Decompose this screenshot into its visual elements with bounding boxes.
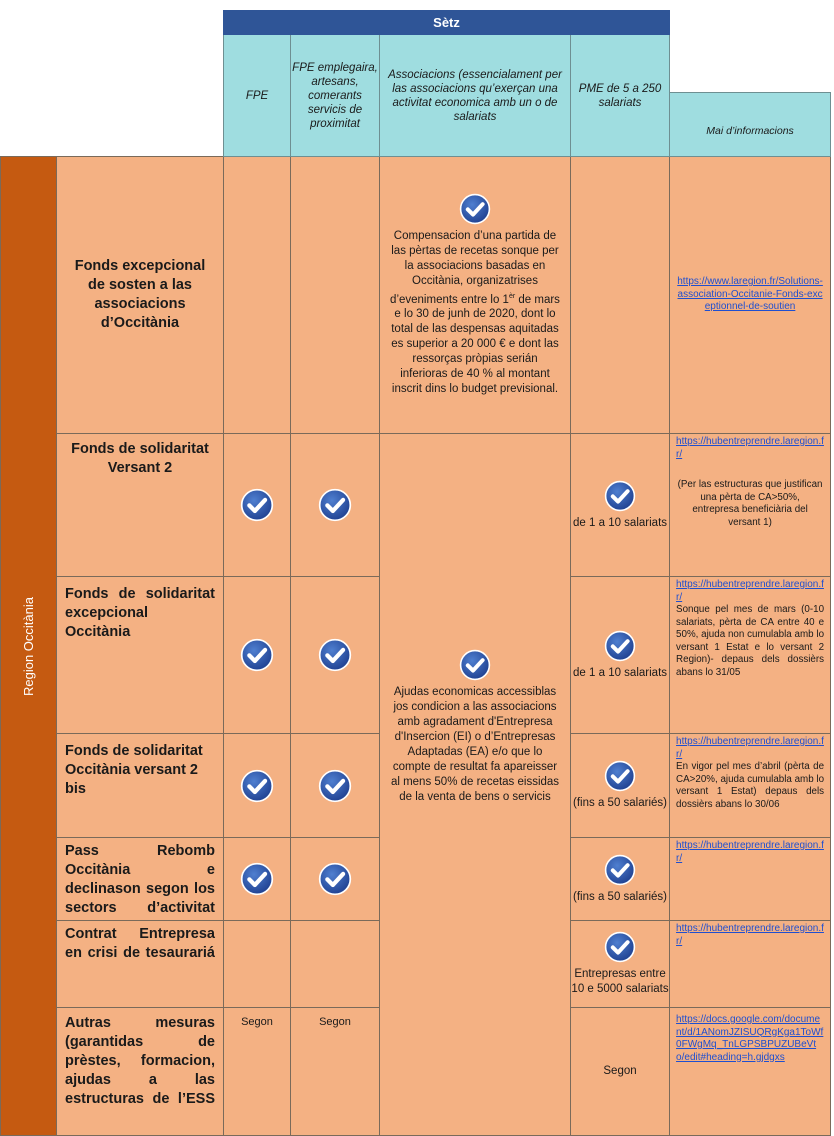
- row-name-contrat-entrepresa: Contrat Entrepresa en crisi de tesaurariá: [57, 921, 224, 1008]
- fpe-cell: [224, 577, 291, 734]
- assoc-cell-fonds-excepcional: [380, 157, 571, 434]
- pme-cell: [571, 921, 670, 1008]
- info-link[interactable]: https://hubentreprendre.laregion.fr/: [676, 736, 824, 760]
- pme-text: de 1 a 10 salariats: [573, 666, 668, 679]
- row-name-autras-mesuras: Autras mesuras (garantidas de prèstes, formacion, ajudas a las estructuras de l’ESS: [57, 1008, 224, 1136]
- check-circle-icon: [604, 760, 636, 792]
- col-header-fpe: FPE: [224, 35, 291, 157]
- info-note: Sonque pel mes de mars (0-10 salariats, pèrta de CA entre 40 e 50%, ajuda non cumulabla amb lo versant 1 Estat e lo versant 2 Region)- depaus dels dossièrs abans lo 31/05: [676, 604, 825, 678]
- pme-cell: [571, 838, 670, 921]
- fpe-cell: Segon: [224, 1008, 291, 1136]
- aid-table: [0, 10, 831, 1136]
- assoc-desc-sup: èr: [508, 292, 516, 300]
- pme-cell: [571, 577, 670, 734]
- pme-cell: [571, 734, 670, 838]
- fpe-empl-cell: [291, 577, 380, 734]
- fpe-cell: [224, 734, 291, 838]
- fpe-cell: [224, 157, 291, 434]
- info-cell: [670, 921, 831, 1008]
- check-circle-icon: [240, 638, 274, 672]
- info-link[interactable]: https://hubentreprendre.laregion.fr/: [676, 840, 824, 864]
- info-cell: [670, 838, 831, 921]
- row-name-fonds-solidaritat-exc: Fonds de solidaritat excepcional Occitània: [57, 577, 224, 734]
- check-circle-icon: [604, 630, 636, 662]
- pme-cell: [571, 434, 670, 577]
- info-link[interactable]: https://docs.google.com/document/d/1ANomJZISUQRgKga1ToWf0FWgMq_TnLGPSBPUZUBeVto/edit#heading=h.gjdgxs: [676, 1014, 824, 1063]
- info-link[interactable]: https://hubentreprendre.laregion.fr/: [676, 579, 824, 603]
- fpe-empl-cell: [291, 157, 380, 434]
- row-name-fonds-solidaritat-v2: Fonds de solidaritat Versant 2: [57, 434, 224, 577]
- fpe-empl-cell: Segon: [291, 1008, 380, 1136]
- row-name-pass-rebomb: Pass Rebomb Occitània e declinason segon los sectors d’activitat: [57, 838, 224, 921]
- row-name-fonds-solidaritat-v2bis: Fonds de solidaritat Occitània versant 2 bis: [57, 734, 224, 838]
- check-circle-icon: [604, 480, 636, 512]
- fpe-cell: [224, 838, 291, 921]
- fpe-empl-cell: [291, 921, 380, 1008]
- assoc-merged-cell: [380, 434, 571, 1136]
- pme-text: de 1 a 10 salariats: [573, 516, 668, 529]
- info-cell: [670, 734, 831, 838]
- info-link[interactable]: https://hubentreprendre.laregion.fr/: [676, 923, 824, 947]
- fpe-cell: [224, 921, 291, 1008]
- check-circle-icon: [459, 649, 491, 681]
- check-circle-icon: [318, 769, 352, 803]
- setz-header: Sètz: [224, 11, 670, 35]
- check-circle-icon: [318, 638, 352, 672]
- info-cell: [670, 434, 831, 577]
- pme-text: Entrepresas entre 10 e 5000 salariats: [571, 968, 669, 995]
- info-note: (Per las estructuras que justifican una pèrta de CA>50%, entrepresa beneficiària del versant 1): [677, 479, 823, 528]
- check-circle-icon: [459, 193, 491, 225]
- check-circle-icon: [604, 931, 636, 963]
- row-name-fonds-excepcional: Fonds excepcional de sosten a las associacions d’Occitània: [57, 157, 224, 434]
- region-label: Region Occitània: [21, 596, 36, 696]
- check-circle-icon: [604, 854, 636, 886]
- fpe-empl-cell: [291, 434, 380, 577]
- fpe-empl-cell: [291, 734, 380, 838]
- pme-text: (fins a 50 salariés): [573, 797, 667, 809]
- col-header-fpe-emplegaira: FPE emplegaira, artesans, comerants servicis de proximitat: [291, 35, 380, 157]
- info-link[interactable]: https://hubentreprendre.laregion.fr/: [676, 436, 824, 460]
- col-header-more-info: Mai d’informacions: [670, 93, 831, 157]
- info-link[interactable]: https://www.laregion.fr/Solutions-association-Occitanie-Fonds-exceptionnel-de-soutien: [677, 276, 823, 313]
- check-circle-icon: [240, 488, 274, 522]
- check-circle-icon: [318, 488, 352, 522]
- check-circle-icon: [240, 862, 274, 896]
- fpe-cell: [224, 434, 291, 577]
- assoc-desc-part1: Compensacion d’una partida de las pèrtas de recetas sonque per la associacions basadas en Occitània, organizatrises d’eveniments entre lo 1: [390, 229, 559, 306]
- fpe-empl-cell: [291, 838, 380, 921]
- col-header-associacions: Associacions (essencialament per las associacions qu’exerçan una activitat economica amb un o de salariats: [380, 35, 571, 157]
- col-header-pme: PME de 5 a 250 salariats: [571, 35, 670, 157]
- region-label-cell: [1, 157, 57, 1136]
- info-cell: [670, 1008, 831, 1136]
- check-circle-icon: [240, 769, 274, 803]
- info-cell: [670, 157, 831, 434]
- pme-text: (fins a 50 salariés): [573, 890, 667, 903]
- assoc-desc-part2: de mars e lo 30 de junh de 2020, dont lo total de las despensas aquitadas es superior a 20 000 € e dont las ressorças pròpias serián inferioras de 40 % al montant inscrit dins lo budget previsional.: [391, 293, 560, 396]
- pme-cell: Segon: [571, 1008, 670, 1136]
- check-circle-icon: [318, 862, 352, 896]
- assoc-merged-desc: Ajudas economicas accessiblas jos condicion a las associacions amb agradament d'Entrepresa d'Insercion (EI) o d’Entrepresas Adaptadas (EA) e/o que lo compte de resultat fa apareisser al mens 50% de recetas eissidas de la venta de bens o servicis: [390, 686, 560, 803]
- pme-cell: [571, 157, 670, 434]
- info-cell: [670, 577, 831, 734]
- info-note: En vigor pel mes d’abril (pèrta de CA>20%, ajuda cumulabla amb lo versant 1 Estat) depaus dels dossièrs abans lo 30/06: [676, 761, 825, 810]
